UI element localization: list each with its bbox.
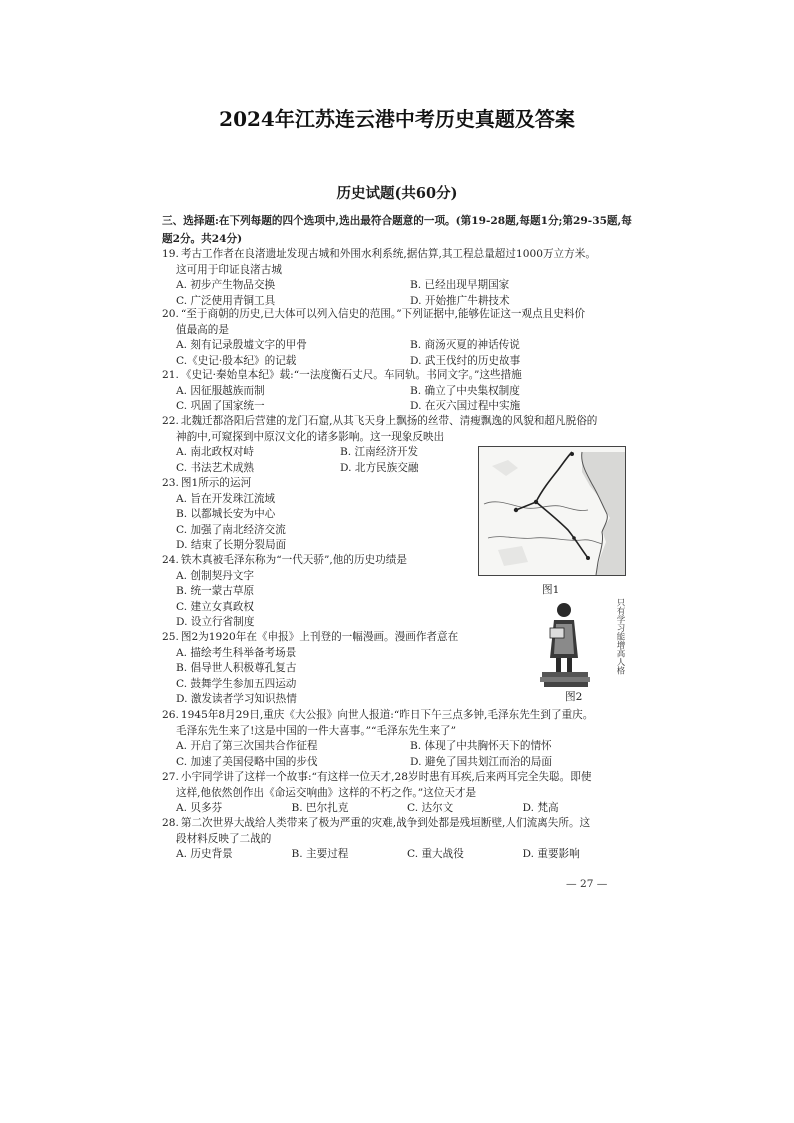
option-d[interactable]: D. 设立行省制度 bbox=[176, 616, 255, 628]
option-a[interactable]: A. 刻有记录殷墟文字的甲骨 bbox=[176, 339, 307, 351]
figure-1-caption: 图1 bbox=[542, 584, 560, 596]
option-a[interactable]: A. 描绘考生科举备考场景 bbox=[176, 646, 297, 659]
figure-2-cartoon bbox=[536, 598, 608, 690]
option-d[interactable]: D. 开始推广牛耕技术 bbox=[410, 294, 510, 307]
option-a[interactable]: A. 旨在开发珠江流域 bbox=[176, 492, 276, 505]
option-c[interactable]: C. 书法艺术成熟 bbox=[176, 461, 255, 474]
option-b[interactable]: B. 确立了中央集权制度 bbox=[410, 384, 520, 397]
option-b[interactable]: B. 倡导世人积极尊孔复古 bbox=[176, 662, 297, 674]
option-b[interactable]: B. 统一蒙古草原 bbox=[176, 585, 255, 597]
option-a[interactable]: A. 创制契丹文字 bbox=[176, 569, 254, 582]
reading-figure-illustration bbox=[536, 598, 608, 690]
question-27: 27. 小宇同学讲了这样一个故事:“有这样一位天才,28岁时患有耳疾,后来两耳完全失聪。即使 这样,他依然创作出《命运交响曲》这样的不朽之作。”这位天才是 A. 贝多芬 B. 巴尔扎克 C. 达尔文 D. 梵高 bbox=[162, 770, 638, 817]
option-c[interactable]: C.《史记·殷本纪》的记载 bbox=[176, 354, 297, 367]
exam-header: 历史试题(共60分) bbox=[336, 185, 458, 202]
question-24: 24. 铁木真被毛泽东称为“一代天骄”,他的历史功绩是 A. 创制契丹文字 B. 统一蒙古草原 C. 建立女真政权 D. 设立行省制度 bbox=[162, 553, 462, 631]
option-b[interactable]: B. 已经出现早期国家 bbox=[410, 279, 510, 291]
question-23: 23. 图1所示的运河 A. 旨在开发珠江流域 B. 以都城长安为中心 C. 加强了南北经济交流 D. 结束了长期分裂局面 bbox=[162, 476, 462, 554]
option-d[interactable]: D. 梵高 bbox=[522, 802, 559, 814]
question-28: 28. 第二次世界大战给人类带来了极为严重的灾难,战争到处都是残垣断壁,人们流离失所。这 段材料反映了二战的 A. 历史背景 B. 主要过程 C. 重大战役 D. 重要影响 bbox=[162, 816, 638, 863]
option-c[interactable]: C. 加强了南北经济交流 bbox=[176, 523, 286, 536]
option-c[interactable]: C. 巩固了国家统一 bbox=[176, 400, 265, 412]
figure-2-vertical-text: 只有学习能增高人格 bbox=[615, 598, 625, 675]
question-20: 20. “至于商朝的历史,已大体可以列入信史的范围。”下列证据中,能够佐证这一观点且史料价 值最高的是 A. 刻有记录殷墟文字的甲骨 B. 商汤灭夏的神话传说 C.《史记·殷本纪》的记载 D. 武王伐纣的历史故事 bbox=[162, 307, 638, 369]
option-d[interactable]: D. 结束了长期分裂局面 bbox=[176, 539, 287, 551]
option-b[interactable]: B. 体现了中共胸怀天下的情怀 bbox=[410, 740, 552, 752]
option-c[interactable]: C. 加速了美国侵略中国的步伐 bbox=[176, 755, 318, 768]
option-d[interactable]: D. 北方民族交融 bbox=[340, 461, 419, 474]
option-b[interactable]: B. 商汤灭夏的神话传说 bbox=[410, 339, 520, 351]
question-22: 22. 北魏迁都洛阳后营建的龙门石窟,从其飞天身上飘扬的丝带、清瘦飘逸的风貌和超凡脱俗的 神韵中,可窥探到中原汉文化的诸多影响。这一现象反映出 A. 南北政权对峙 B. 江南经济开发 C. 书法艺术成熟 D. 北方民族交融 bbox=[162, 414, 638, 476]
option-c[interactable]: C. 建立女真政权 bbox=[176, 600, 255, 613]
page-number: — 27 — bbox=[566, 878, 608, 890]
option-c[interactable]: C. 广泛使用青铜工具 bbox=[176, 294, 276, 307]
question-21: 21. 《史记·秦始皇本纪》载:“一法度衡石丈尺。车同轨。书同文字。”这些措施 A. 因征服越族而制 B. 确立了中央集权制度 C. 巩固了国家统一 D. 在灭六国过程中实施 bbox=[162, 368, 638, 415]
option-a[interactable]: A. 因征服越族而制 bbox=[176, 384, 265, 397]
canal-map-illustration bbox=[478, 446, 626, 576]
question-19: 19. 考古工作者在良渚遗址发现古城和外围水利系统,据估算,其工程总量超过1000万立方米。 这可用于印证良渚古城 A. 初步产生物品交换 B. 已经出现早期国家 C. 广泛使用青铜工具 D. 开始推广牛耕技术 bbox=[162, 247, 638, 309]
figure-1-map bbox=[478, 446, 626, 576]
option-d[interactable]: D. 在灭六国过程中实施 bbox=[410, 400, 521, 412]
option-c[interactable]: C. 鼓舞学生参加五四运动 bbox=[176, 677, 297, 690]
option-b[interactable]: B. 以都城长安为中心 bbox=[176, 508, 276, 520]
option-b[interactable]: B. 江南经济开发 bbox=[340, 446, 419, 458]
question-25: 25. 图2为1920年在《申报》上刊登的一幅漫画。漫画作者意在 A. 描绘考生科举备考场景 B. 倡导世人积极尊孔复古 C. 鼓舞学生参加五四运动 D. 激发读者学习知识热情 bbox=[162, 630, 522, 708]
option-c[interactable]: C. 达尔文 bbox=[407, 802, 454, 814]
option-c[interactable]: C. 重大战役 bbox=[407, 848, 464, 860]
option-b[interactable]: B. 巴尔扎克 bbox=[291, 802, 349, 814]
option-b[interactable]: B. 主要过程 bbox=[291, 848, 349, 860]
option-a[interactable]: A. 初步产生物品交换 bbox=[176, 279, 276, 291]
section-instruction: 三、选择题:在下列每题的四个选项中,选出最符合题意的一项。(第19-28题,每题1分;第29-35题,每题2分。共24分) bbox=[162, 215, 632, 245]
page-title: 2024年江苏连云港中考历史真题及答案 bbox=[219, 107, 575, 131]
option-a[interactable]: A. 贝多芬 bbox=[176, 802, 223, 814]
option-a[interactable]: A. 开启了第三次国共合作征程 bbox=[176, 740, 318, 752]
question-26: 26. 1945年8月29日,重庆《大公报》向世人报道:“昨日下午三点多钟,毛泽东先生到了重庆。 毛泽东先生来了!这是中国的一件大喜事。”“毛泽东先生来了” A. 开启了第三次国共合作征程 B. 体现了中共胸怀天下的情怀 C. 加速了美国侵略中国的步伐 D. 避免了国共划江而治的局面 bbox=[162, 708, 638, 770]
option-a[interactable]: A. 南北政权对峙 bbox=[176, 446, 254, 458]
option-d[interactable]: D. 重要影响 bbox=[522, 848, 580, 860]
figure-2-caption: 图2 bbox=[565, 691, 583, 703]
option-d[interactable]: D. 激发读者学习知识热情 bbox=[176, 693, 297, 705]
option-a[interactable]: A. 历史背景 bbox=[176, 848, 233, 860]
option-d[interactable]: D. 避免了国共划江而治的局面 bbox=[410, 755, 552, 768]
option-d[interactable]: D. 武王伐纣的历史故事 bbox=[410, 354, 521, 367]
